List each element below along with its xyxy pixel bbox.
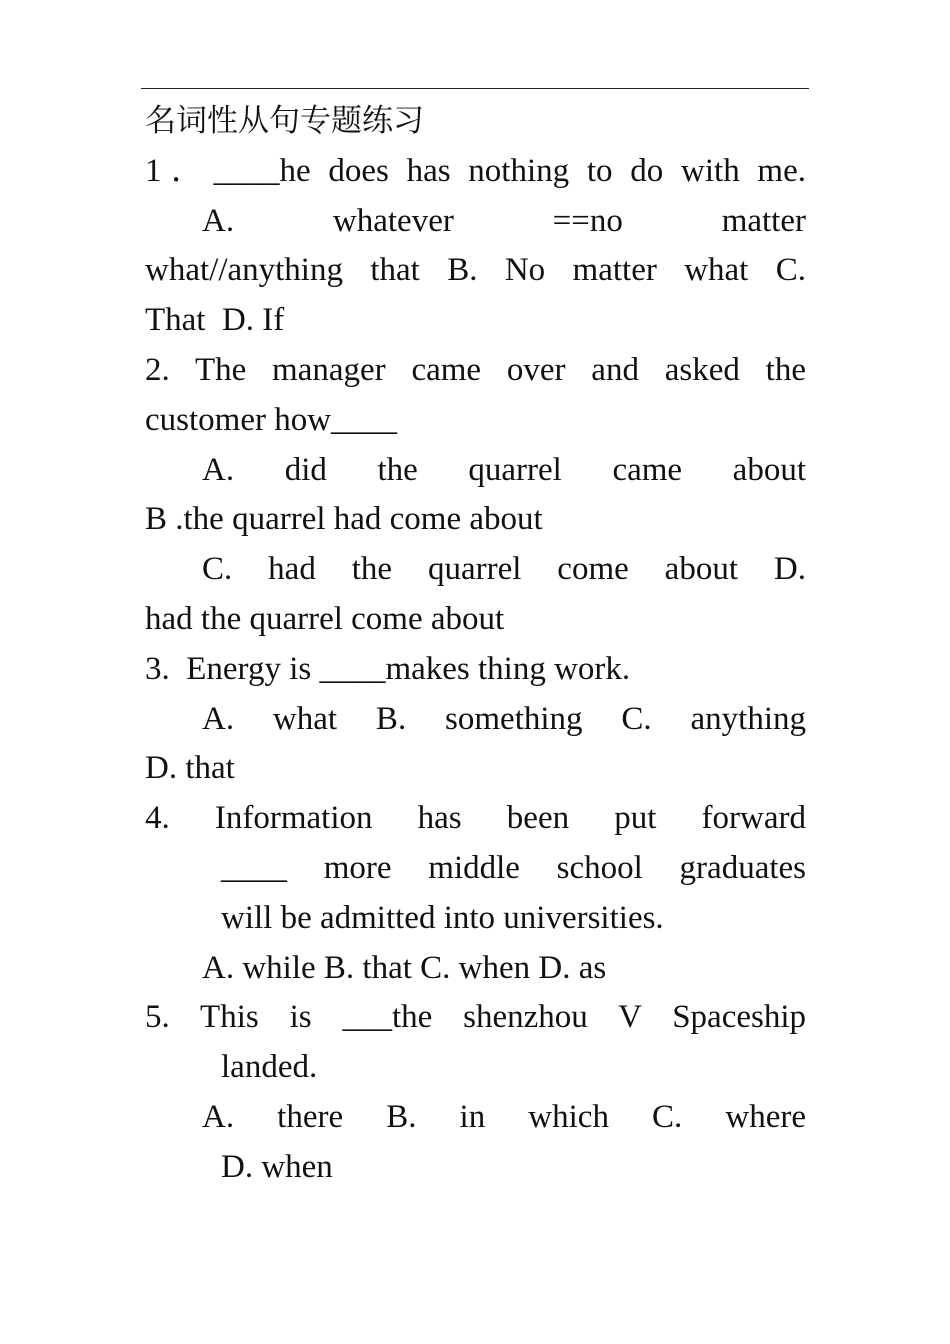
question-5-options: A. there B. in which C. where	[202, 1098, 806, 1135]
question-4-stem-cont: ____ more middle school graduates	[221, 849, 806, 886]
question-1-options-cont: what//anything that B. No matter what C.	[145, 252, 806, 289]
question-3-option-d: D. that	[145, 750, 235, 787]
question-1-stem: 1．____he does has nothing to do with me.	[145, 152, 806, 189]
question-1-options: A. whatever ==no matter	[202, 202, 806, 239]
question-4-options: A. while B. that C. when D. as	[202, 949, 607, 986]
question-2-option-a: A. did the quarrel came about	[202, 451, 806, 488]
question-3-options: A. what B. something C. anything	[202, 700, 806, 737]
question-4-stem-end: will be admitted into universities.	[221, 899, 664, 936]
question-5-option-d: D. when	[221, 1148, 333, 1185]
header-rule	[141, 88, 809, 89]
question-2-stem: 2. The manager came over and asked the	[145, 351, 806, 388]
question-2-option-d: had the quarrel come about	[145, 600, 505, 637]
page-title: 名词性从句专题练习	[145, 103, 424, 139]
question-5-stem: 5. This is ___the shenzhou V Spaceship	[145, 999, 806, 1036]
question-2-stem-cont: customer how____	[145, 401, 398, 438]
question-3-stem: 3. Energy is ____makes thing work.	[145, 650, 631, 687]
question-2-option-b: B .the quarrel had come about	[145, 501, 543, 538]
question-1-options-end: That D. If	[145, 302, 285, 339]
question-2-option-c: C. had the quarrel come about D.	[202, 551, 806, 588]
question-5-stem-end: landed.	[221, 1049, 318, 1086]
question-4-stem: 4. Information has been put forward	[145, 800, 806, 837]
document-body	[145, 97, 806, 1193]
